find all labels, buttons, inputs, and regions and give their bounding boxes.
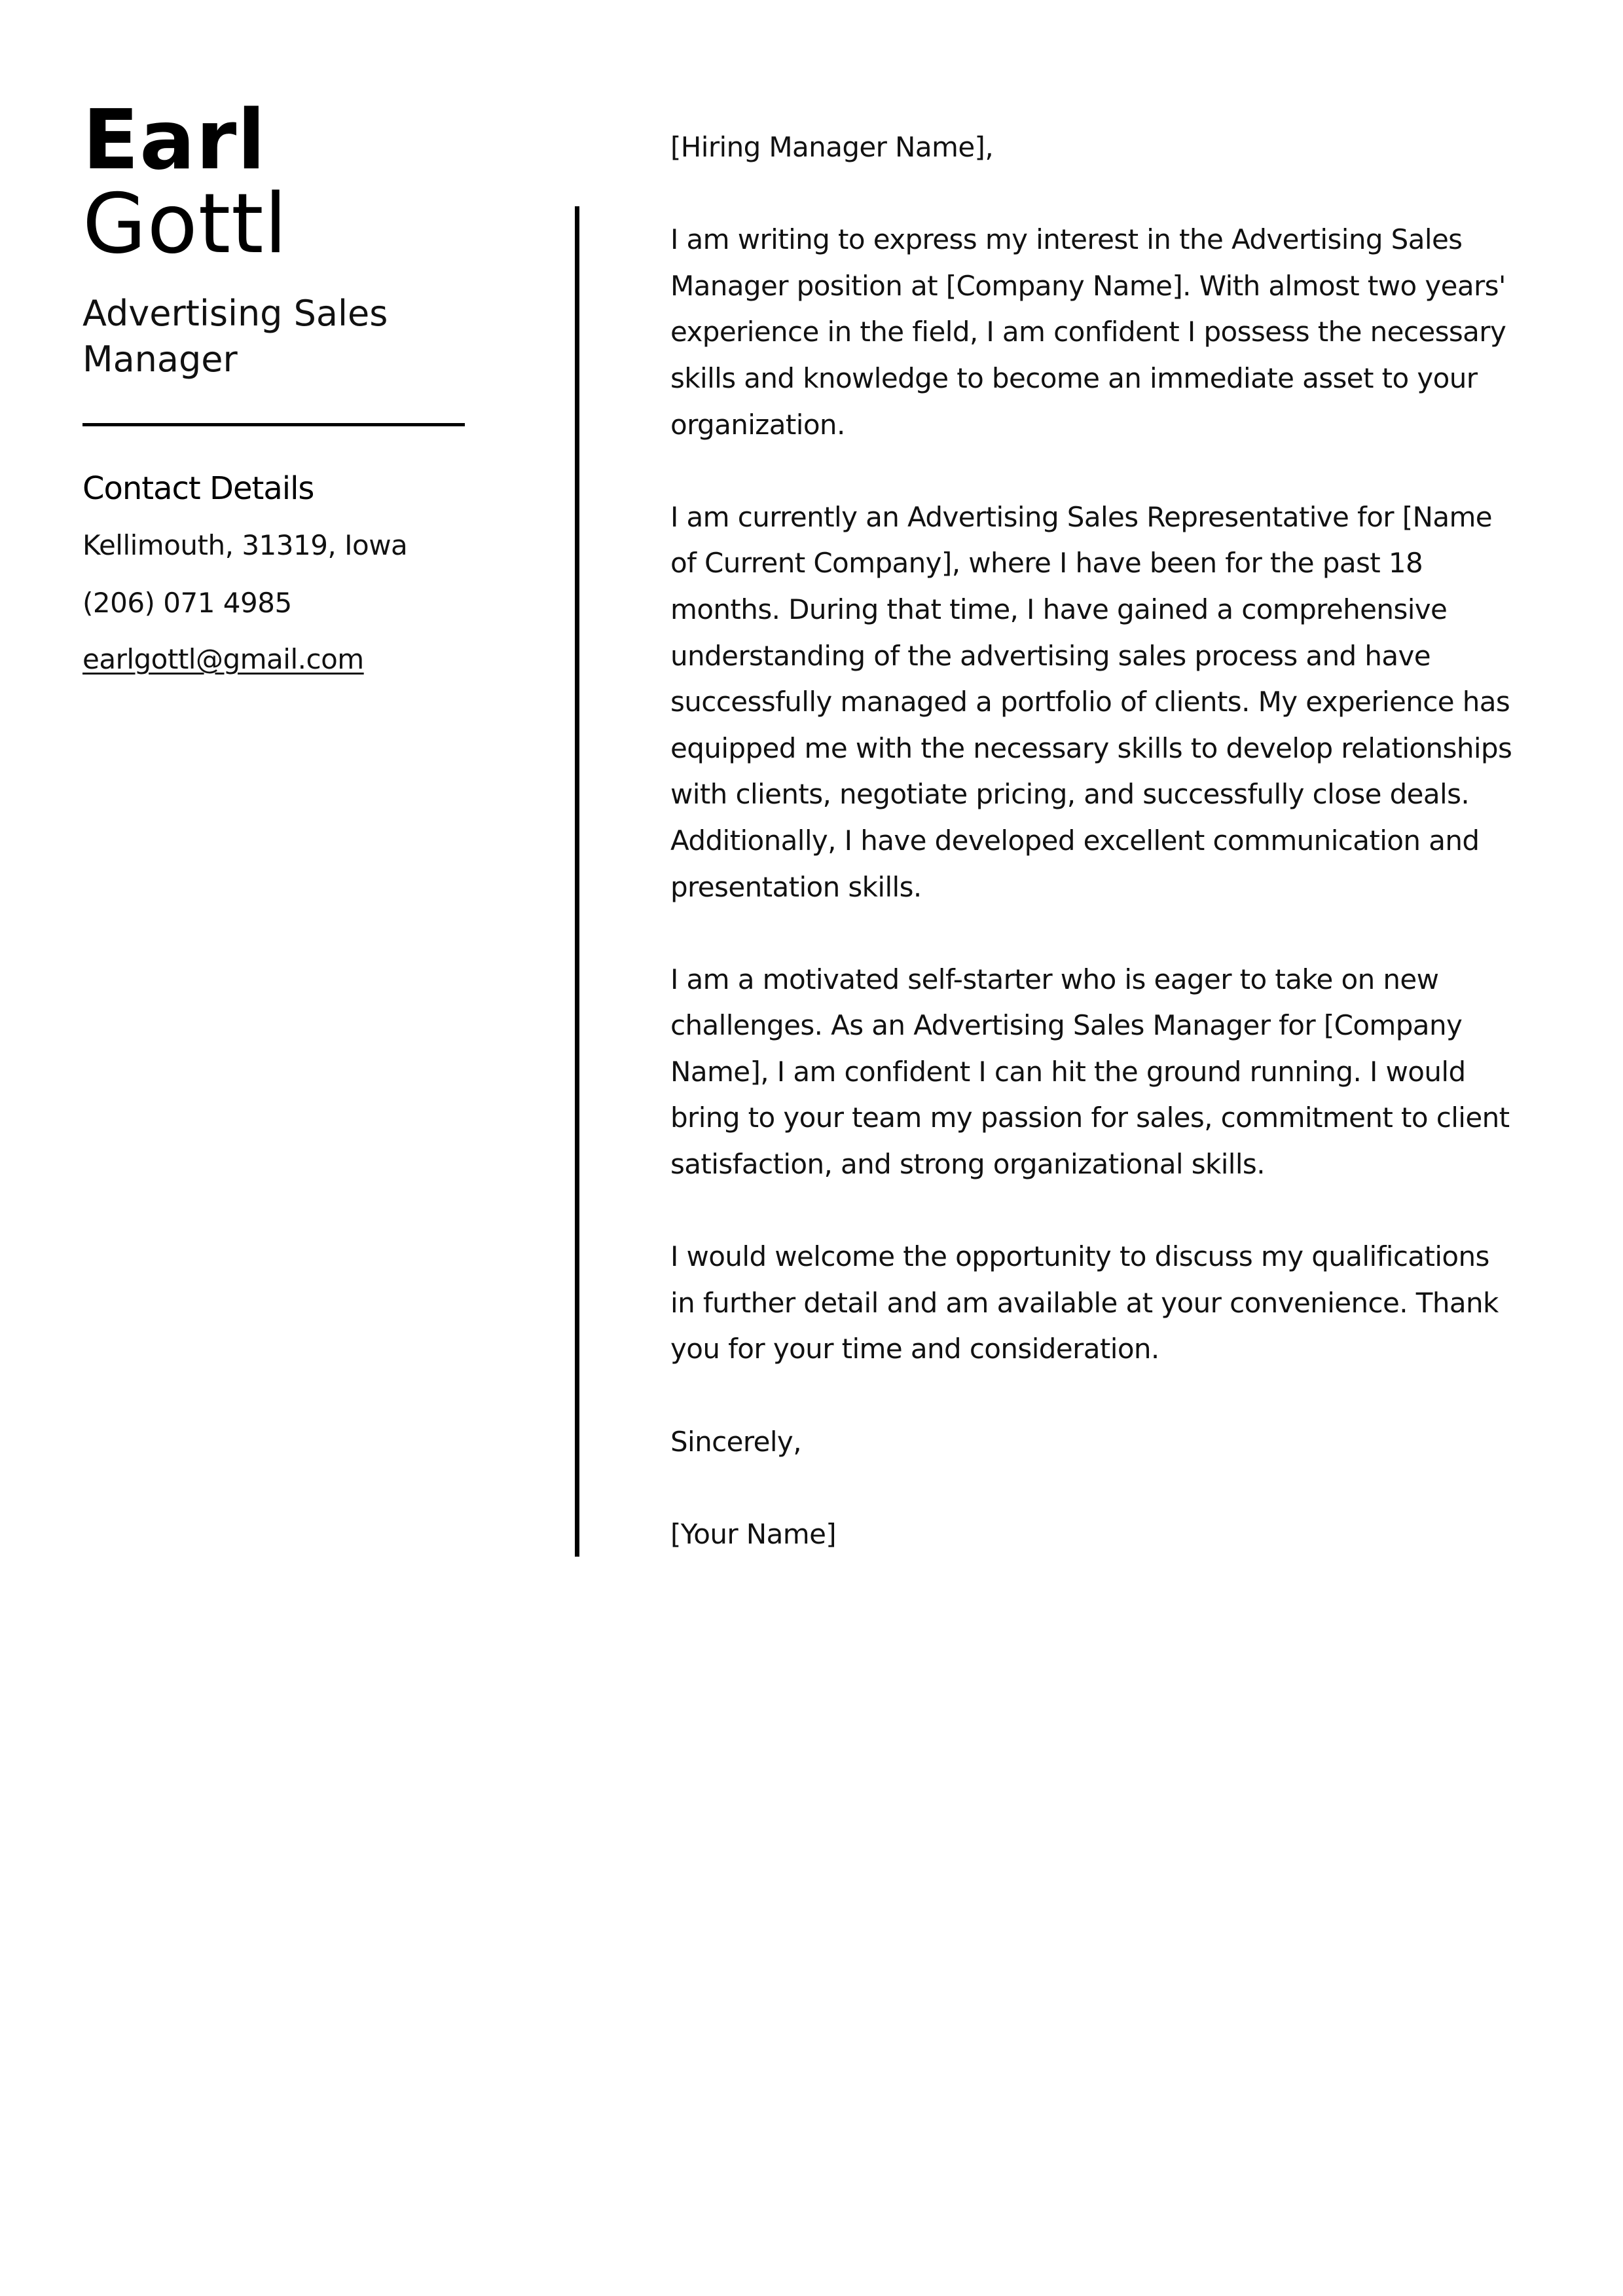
letter-body xyxy=(670,124,1522,1604)
letter-paragraph: I am writing to express my interest in the Advertising Sales Manager position at [Company Name]. With almost two years' experience in the field, I am confident I possess the necessary skills and knowledge to become an immediate asset to your organization. xyxy=(670,223,1506,441)
closing: Sincerely, xyxy=(670,1425,801,1458)
contact-address: Kellimouth, 31319, Iowa xyxy=(82,529,408,561)
last-name: Gottl xyxy=(82,176,288,272)
vertical-divider xyxy=(575,206,579,1557)
contact-phone: (206) 071 4985 xyxy=(82,587,292,619)
letter-paragraph: I am a motivated self-starter who is eager to take on new challenges. As an Advertising Sales Manager for [Company Name], I am confident I can hit the ground running. I would bring to your team my passion for sales, commitment to client satisfaction, and strong organizational skills. xyxy=(670,963,1510,1181)
email-link[interactable]: earlgottl@gmail.com xyxy=(82,643,364,675)
first-name: Earl xyxy=(82,92,266,188)
contact-heading: Contact Details xyxy=(82,470,314,507)
sidebar xyxy=(82,92,469,678)
letter-paragraph: I am currently an Advertising Sales Representative for [Name of Current Company], where I have been for the past 18 months. During that time, I have gained a comprehensive understanding of the advertising sales process and have successfully managed a portfolio of clients. My experience has equipped me with the necessary skills to develop relationships with clients, negotiate pricing, and successfully close deals. Additionally, I have developed excellent communication and presentation skills. xyxy=(670,500,1512,903)
signature: [Your Name] xyxy=(670,1517,837,1550)
salutation: [Hiring Manager Name], xyxy=(670,131,994,163)
job-title: Advertising Sales Manager xyxy=(82,293,388,380)
title-divider xyxy=(82,423,465,426)
letter-paragraph: I would welcome the opportunity to discuss my qualifications in further detail and am available at your convenience. Thank you for your time and consideration. xyxy=(670,1240,1499,1365)
